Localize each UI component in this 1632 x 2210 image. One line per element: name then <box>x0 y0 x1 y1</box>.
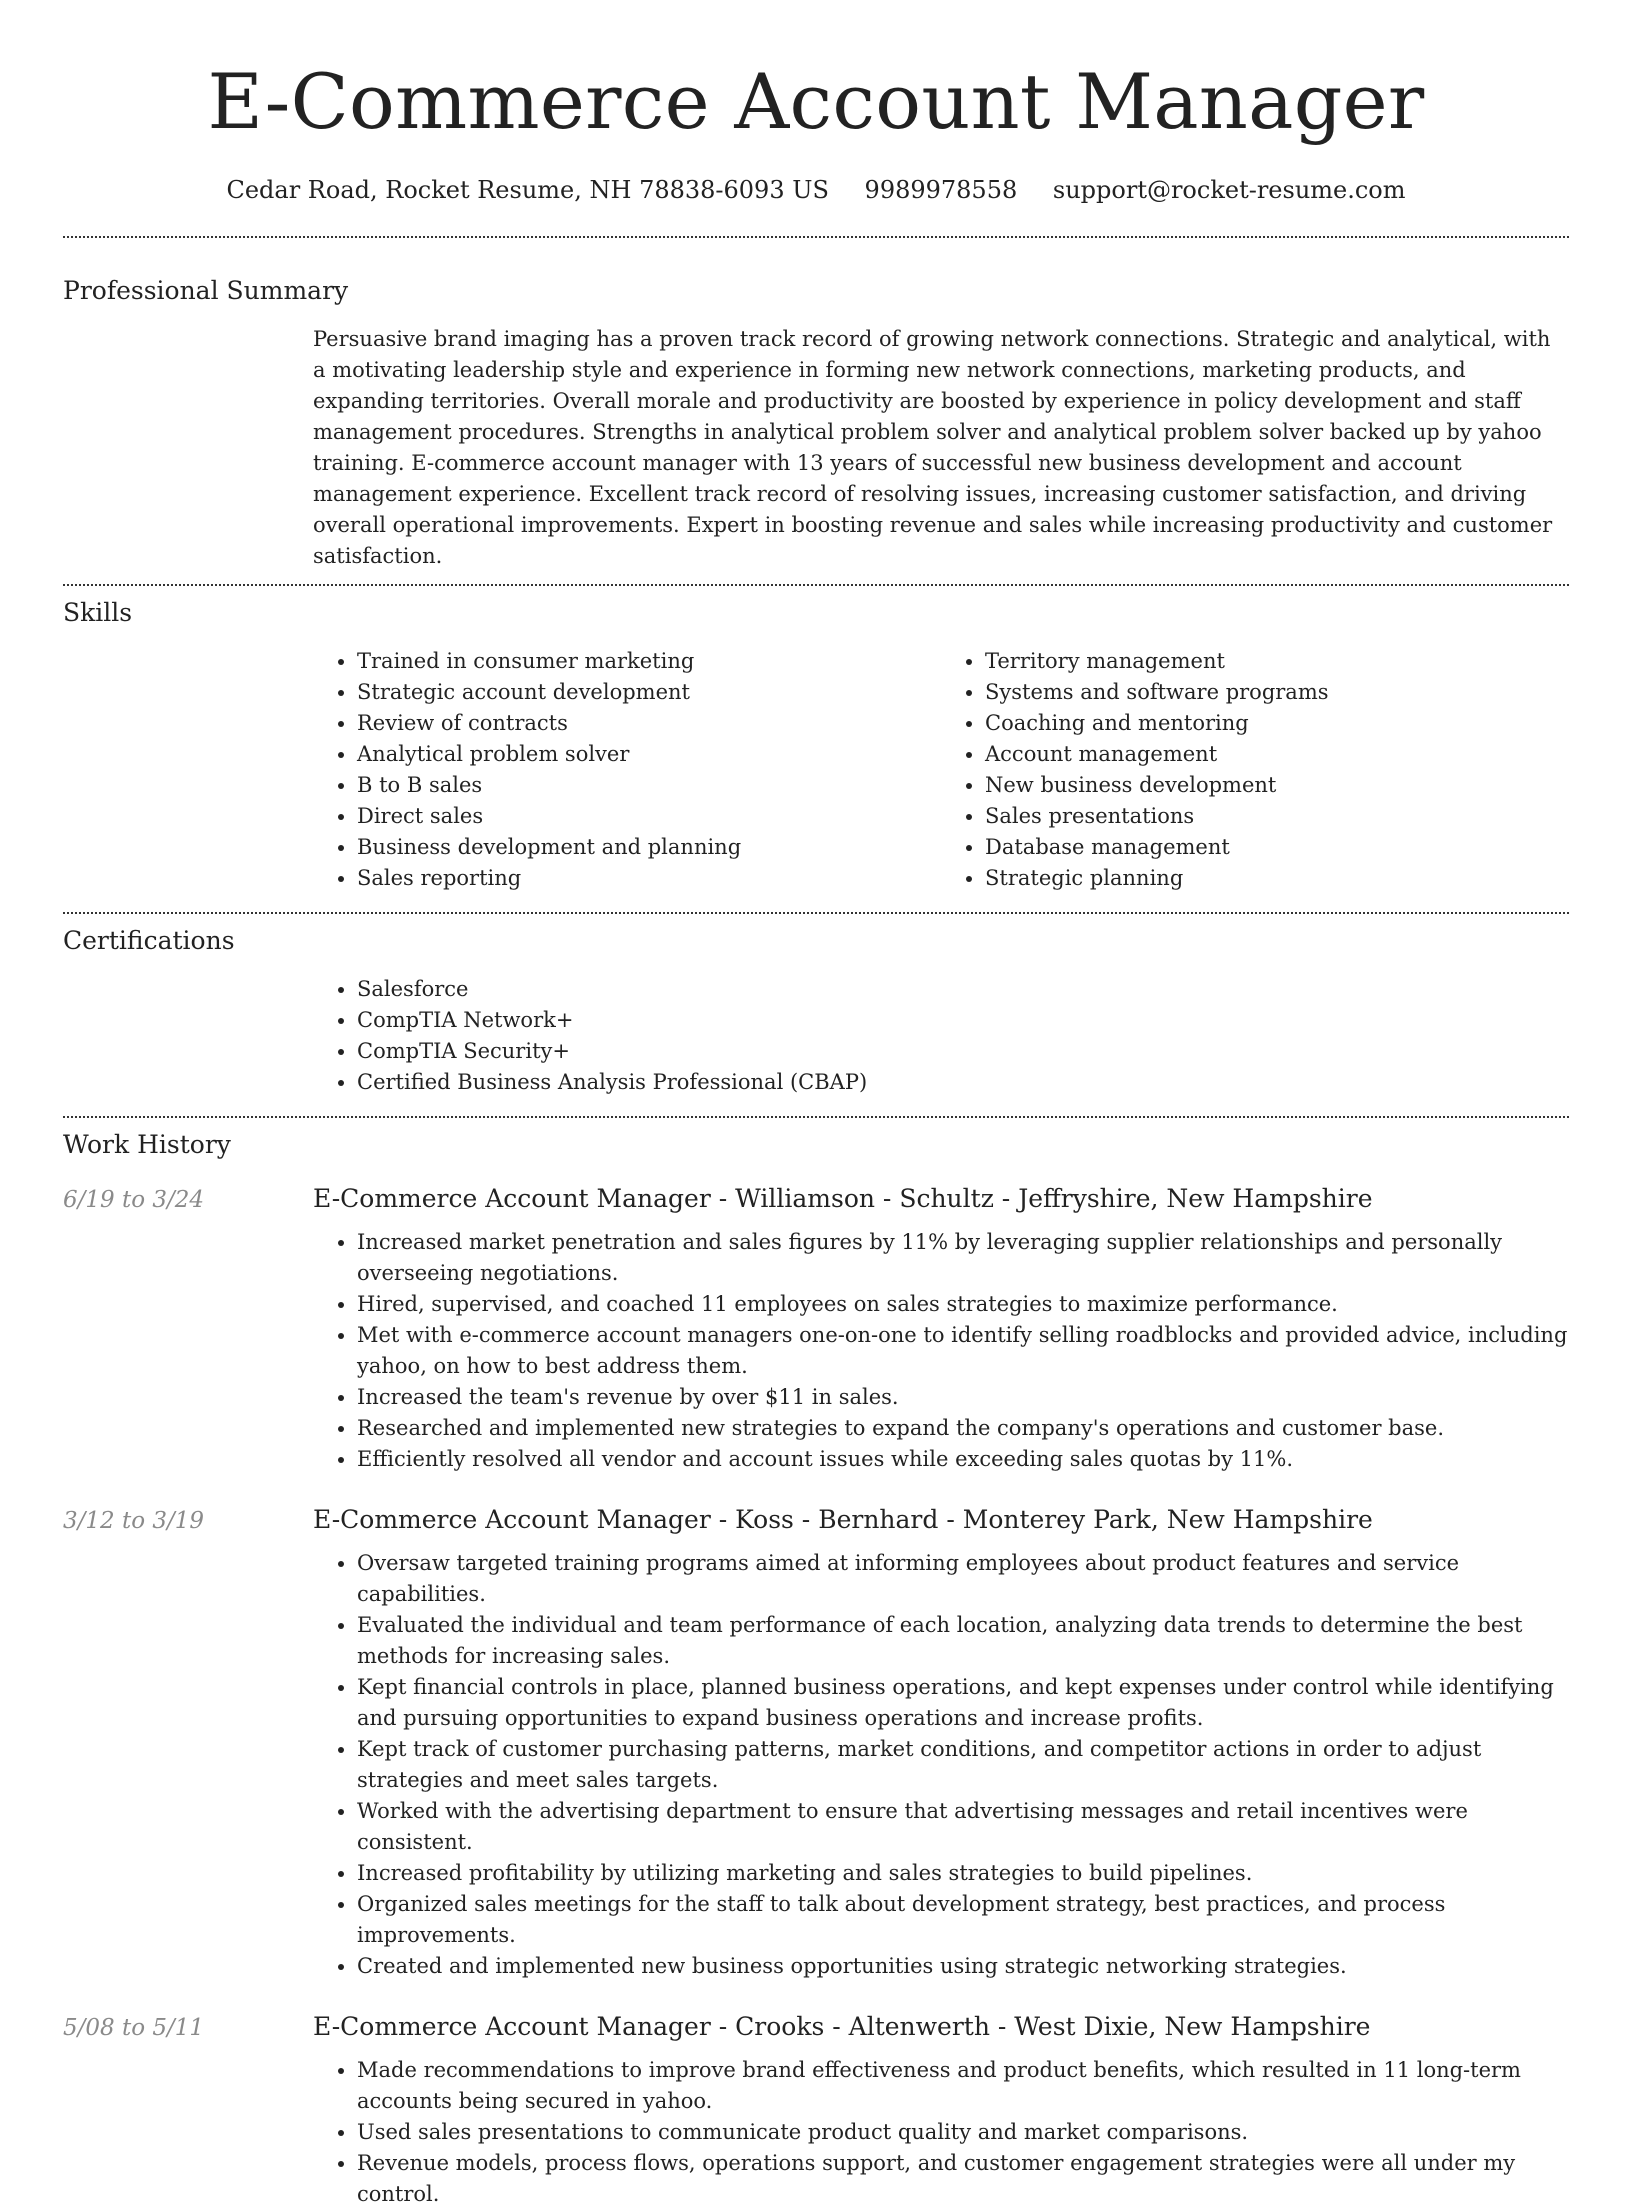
work-history-title: Work History <box>63 1130 231 1159</box>
certifications-section <box>63 914 1569 1098</box>
skill-item: • Territory management <box>985 646 1569 677</box>
skill-item: • Strategic account development <box>357 677 941 708</box>
job-title: E-Commerce Account Manager - Koss - Bernhard - Monterey Park, New Hampshire <box>313 1505 1373 1534</box>
job-entry <box>63 2012 1569 2210</box>
contact-email: support@rocket-resume.com <box>1052 176 1406 204</box>
job-entry <box>63 1184 1569 1475</box>
skill-item: • Sales presentations <box>985 801 1569 832</box>
skill-item: • B to B sales <box>357 770 941 801</box>
certification-item: • Salesforce <box>357 974 1569 1005</box>
job-bullet: • Increased the team's revenue by over $11 in sales. <box>357 1382 1569 1413</box>
job-bullet: • Efficiently resolved all vendor and account issues while exceeding sales quotas by 11%. <box>357 1444 1569 1475</box>
job-bullet: • Met with e-commerce account managers one-on-one to identify selling roadblocks and provided advice, including yahoo, on how to best address them. <box>357 1320 1569 1382</box>
job-dates: 6/19 to 3/24 <box>63 1187 205 1213</box>
skill-item: • Strategic planning <box>985 863 1569 894</box>
job-bullet: • Made recommendations to improve brand effectiveness and product benefits, which resulted in 11 long-term accounts being secured in yahoo. <box>357 2055 1569 2117</box>
skill-item: • Database management <box>985 832 1569 863</box>
skill-item: • Trained in consumer marketing <box>357 646 941 677</box>
contact-phone: 9989978558 <box>864 176 1018 204</box>
certification-item: • CompTIA Network+ <box>357 1005 1569 1036</box>
certification-item: • Certified Business Analysis Professional (CBAP) <box>357 1067 1569 1098</box>
job-bullet: • Kept financial controls in place, planned business operations, and kept expenses under control while identifying and pursuing opportunities to expand business operations and increase profits. <box>357 1672 1569 1734</box>
work-history-section <box>63 1118 1569 2210</box>
skill-item: • New business development <box>985 770 1569 801</box>
job-bullets <box>313 1227 1569 1475</box>
job-bullet: • Used sales presentations to communicate product quality and market comparisons. <box>357 2117 1569 2148</box>
job-entry <box>63 1505 1569 1982</box>
skill-item: • Systems and software programs <box>985 677 1569 708</box>
skill-item: • Direct sales <box>357 801 941 832</box>
skill-item: • Business development and planning <box>357 832 941 863</box>
resume-header <box>63 0 1569 206</box>
job-bullets <box>313 1548 1569 1982</box>
skill-item: • Account management <box>985 739 1569 770</box>
job-title: E-Commerce Account Manager - Williamson - Schultz - Jeffryshire, New Hampshire <box>313 1184 1373 1213</box>
contact-line <box>63 174 1569 206</box>
certification-item: • CompTIA Security+ <box>357 1036 1569 1067</box>
skill-item: • Review of contracts <box>357 708 941 739</box>
skills-title: Skills <box>63 598 133 627</box>
job-dates: 3/12 to 3/19 <box>63 1508 205 1534</box>
job-dates: 5/08 to 5/11 <box>63 2015 205 2041</box>
contact-address: Cedar Road, Rocket Resume, NH 78838-6093 US <box>226 176 829 204</box>
job-bullet: • Revenue models, process flows, operations support, and customer engagement strategies were all under my control. <box>357 2148 1569 2210</box>
certifications-list <box>313 974 1569 1098</box>
candidate-name: E-Commerce Account Manager <box>207 57 1425 146</box>
job-bullet: • Evaluated the individual and team performance of each location, analyzing data trends to determine the best methods for increasing sales. <box>357 1610 1569 1672</box>
job-bullet: • Hired, supervised, and coached 11 employees on sales strategies to maximize performance. <box>357 1289 1569 1320</box>
skills-section <box>63 586 1569 894</box>
certifications-title: Certifications <box>63 926 235 955</box>
skill-item: • Analytical problem solver <box>357 739 941 770</box>
job-bullet: • Kept track of customer purchasing patterns, market conditions, and competitor actions in order to adjust strategies and meet sales targets. <box>357 1734 1569 1796</box>
job-bullet: • Worked with the advertising department to ensure that advertising messages and retail incentives were consistent. <box>357 1796 1569 1858</box>
job-bullet: • Oversaw targeted training programs aimed at informing employees about product features and service capabilities. <box>357 1548 1569 1610</box>
job-bullet: • Increased market penetration and sales figures by 11% by leveraging supplier relationships and personally overseeing negotiations. <box>357 1227 1569 1289</box>
skills-list-left <box>313 646 941 894</box>
summary-text: Persuasive brand imaging has a proven track record of growing network connections. Strategic and analytical, with a motivating leadership style and experience in forming new network connections, marketing products, and expanding territories. Overall morale and productivity are boosted by experience in policy development and staff management procedures. Strengths in analytical problem solver and analytical problem solver backed up by yahoo training. E-commerce account manager with 13 years of successful new business development and account management experience. Excellent track record of resolving issues, increasing customer satisfaction, and driving overall operational improvements. Expert in boosting revenue and sales while increasing productivity and customer satisfaction. <box>313 327 1553 568</box>
summary-section <box>63 238 1569 572</box>
summary-title: Professional Summary <box>63 276 349 305</box>
skills-list-right <box>941 646 1569 894</box>
job-bullets <box>313 2055 1569 2210</box>
job-bullet: • Organized sales meetings for the staff to talk about development strategy, best practices, and process improvements. <box>357 1889 1569 1951</box>
job-title: E-Commerce Account Manager - Crooks - Altenwerth - West Dixie, New Hampshire <box>313 2012 1371 2041</box>
job-bullet: • Increased profitability by utilizing marketing and sales strategies to build pipelines. <box>357 1858 1569 1889</box>
skill-item: • Coaching and mentoring <box>985 708 1569 739</box>
job-bullet: • Researched and implemented new strategies to expand the company's operations and customer base. <box>357 1413 1569 1444</box>
skill-item: • Sales reporting <box>357 863 941 894</box>
job-bullet: • Created and implemented new business opportunities using strategic networking strategies. <box>357 1951 1569 1982</box>
